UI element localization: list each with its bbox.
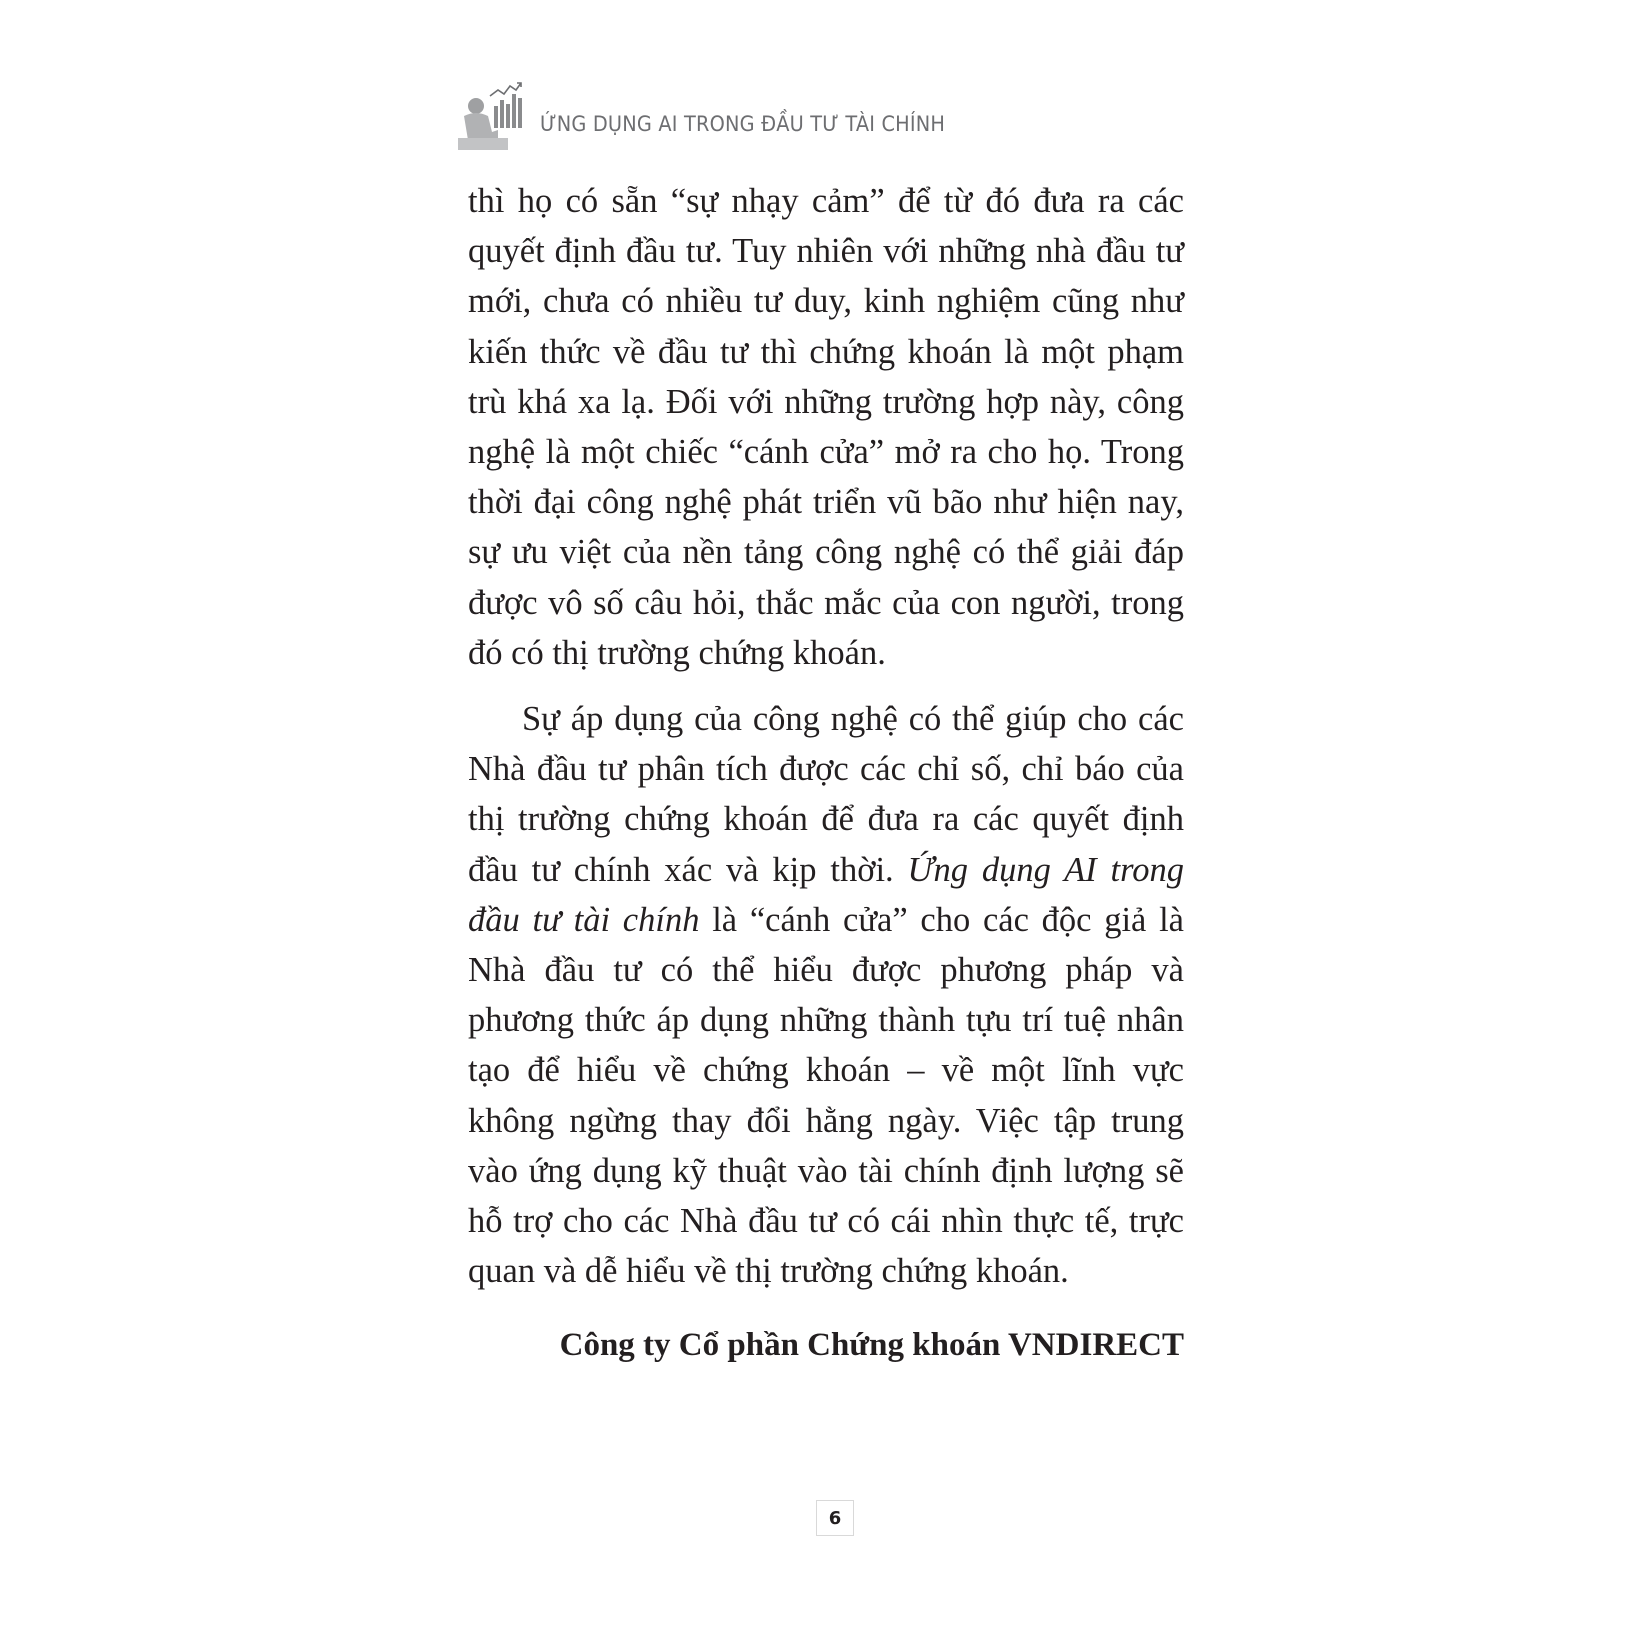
body-text xyxy=(468,176,1184,1296)
paragraph-2-text-start: Sự áp dụng của công nghệ có thể giúp cho các Nhà đầu tư phân tích được các chỉ số, chỉ báo của thị trường chứng khoán để đưa ra các quyết định đầu tư chính xác và kịp thời. xyxy=(468,700,1184,889)
book-title-italic: Ứng dụng AI trong đầu tư tài chính xyxy=(468,850,1184,939)
paragraph-2-text-end: là “cánh cửa” cho các độc giả là Nhà đầu tư có thể hiểu được phương pháp và phương thức áp dụng những thành tựu trí tuệ nhân tạo để hiểu về chứng khoán – về một lĩnh vực không ngừng thay đổi hằng ngày. Việc tập trung vào ứng dụng kỹ thuật vào tài chính định lượng sẽ hỗ trợ cho các Nhà đầu tư có cái nhìn thực tế, trực quan và dễ hiểu về thị trường chứng khoán. xyxy=(468,900,1184,1291)
paragraph-1: thì họ có sẵn “sự nhạy cảm” để từ đó đưa ra các quyết định đầu tư. Tuy nhiên với những nhà đầu tư mới, chưa có nhiều tư duy, kinh nghiệm cũng như kiến thức về đầu tư thì chứng khoán là một phạm trù khá xa lạ. Đối với những trường hợp này, công nghệ là một chiếc “cánh cửa” mở ra cho họ. Trong thời đại công nghệ phát triển vũ bão như hiện nay, sự ưu việt của nền tảng công nghệ có thể giải đáp được vô số câu hỏi, thắc mắc của con người, trong đó có thị trường chứng khoán. xyxy=(468,182,1184,672)
running-header-title: ỨNG DỤNG AI TRONG ĐẦU TƯ TÀI CHÍNH xyxy=(540,112,946,136)
page-number: 6 xyxy=(828,1507,842,1529)
page-number-box xyxy=(816,1500,854,1536)
signature: Công ty Cổ phần Chứng khoán VNDIRECT xyxy=(559,1327,1184,1363)
paragraph-2 xyxy=(468,694,1184,1296)
person-with-chart-logo xyxy=(458,80,524,150)
running-header xyxy=(458,78,980,150)
